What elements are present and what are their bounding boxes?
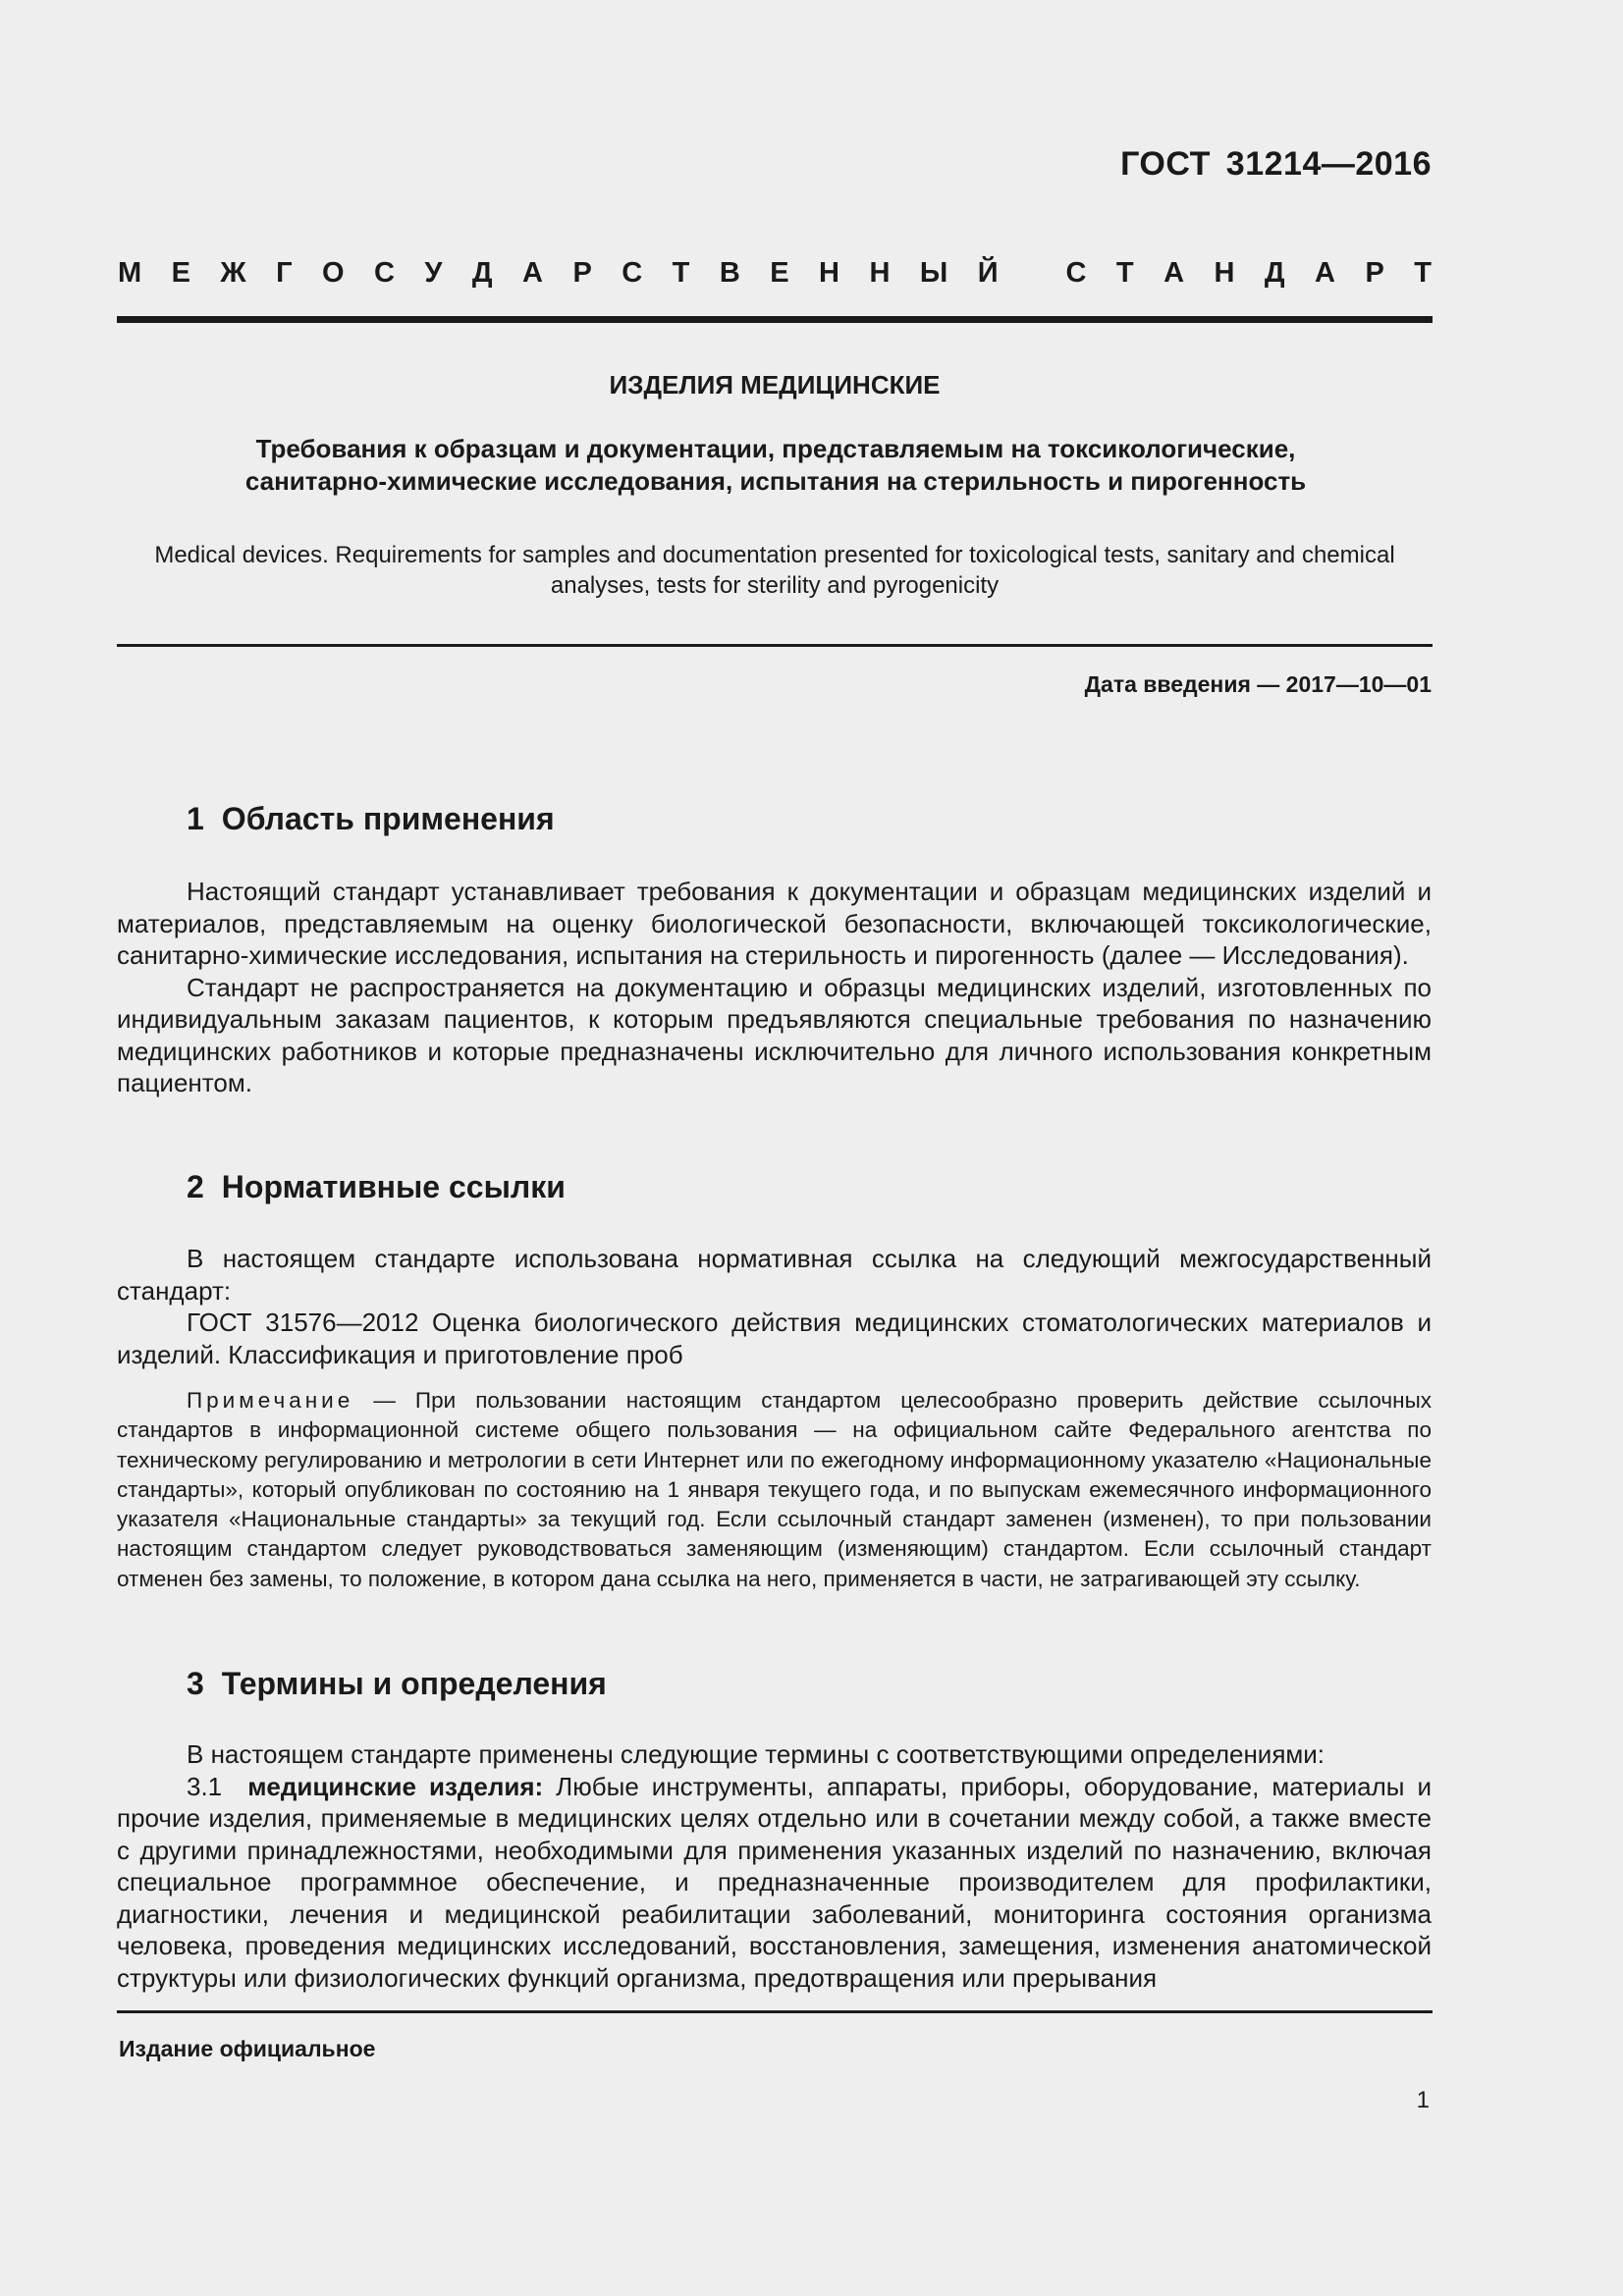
term-definition: [117, 1771, 1432, 1995]
note: [117, 1386, 1432, 1594]
standard-type-letter: Н: [819, 257, 839, 289]
section-number: 1: [187, 801, 204, 836]
title-divider: [117, 644, 1433, 647]
header-divider: [117, 316, 1433, 323]
section-title: Термины и определения: [221, 1666, 607, 1701]
standard-type-letter: В: [719, 257, 740, 289]
paragraph: Настоящий стандарт устанавливает требования к документации и образцам медицинских изделий и материалов, представляемым на оценку биологической безопасности, включающей токсикологические, санитарно-химические исследования, испытания на стерильность и пирогенность (далее — Исследования).: [117, 877, 1432, 970]
official-edition-label: Издание официальное: [119, 2036, 376, 2061]
standard-type-letter: Т: [1115, 257, 1134, 289]
standard-type-letter: Й: [977, 257, 999, 289]
section-1-body: [117, 876, 1432, 1099]
standard-type-letter: С: [622, 257, 643, 289]
standard-type-letter: Т: [672, 257, 690, 289]
page-number: 1: [1416, 2087, 1430, 2113]
standard-type-letter: Г: [276, 257, 293, 289]
standard-type-letter: А: [522, 257, 543, 289]
standard-type-letter: Д: [471, 257, 493, 289]
section-3-body: [117, 1738, 1432, 1994]
standard-type-letter: Ы: [919, 257, 948, 289]
standard-type-letter: Е: [770, 257, 789, 289]
standard-type-letter: С: [374, 257, 395, 289]
standard-type-letter: М: [118, 257, 142, 289]
standard-type-letter: У: [424, 257, 443, 289]
standard-type-letter: Е: [171, 257, 190, 289]
paragraph: В настоящем стандарте применены следующие термины с соответствующими определениями:: [187, 1739, 1325, 1769]
section-number: 3: [187, 1666, 204, 1701]
footer-divider: [117, 2010, 1433, 2013]
standard-type-letter: Р: [572, 257, 592, 289]
term-name: медицинские изделия:: [247, 1771, 544, 1801]
note-label: Примечание: [187, 1388, 354, 1413]
standard-type-letter: Д: [1264, 257, 1285, 289]
term-number: 3.1: [187, 1771, 223, 1801]
section-2-body: [117, 1243, 1432, 1370]
english-title-line-1: Medical devices. Requirements for samples and documentation presented for toxicological tests, sanitary and chemical: [154, 542, 1395, 568]
standard-type-heading: [118, 257, 1432, 290]
paragraph: Стандарт не распространяется на документацию и образцы медицинских изделий, изготовленных по индивидуальным заказам пациентов, к которым предъявляются специальные требования по назначению медицинских работников и которые предназначены исключительно для личного использования конкретным пациентом.: [117, 972, 1432, 1097]
standard-type-letter: [1028, 257, 1036, 290]
standard-type-letter: Ж: [220, 257, 246, 289]
standard-type-letter: С: [1065, 257, 1087, 289]
english-title-line-2: analyses, tests for sterility and pyrogenicity: [550, 572, 1000, 599]
section-2-heading: [187, 1169, 566, 1205]
section-title: Нормативные ссылки: [221, 1169, 566, 1204]
reference-item: ГОСТ 31576—2012 Оценка биологического действия медицинских стоматологических материалов и изделий. Классификация и приготовление проб: [117, 1308, 1432, 1369]
section-3-heading: [187, 1666, 607, 1702]
standard-type-letter: А: [1315, 257, 1335, 289]
standard-type-letter: Т: [1414, 257, 1432, 289]
standard-type-letter: Р: [1365, 257, 1384, 289]
section-1-heading: [187, 801, 555, 837]
standard-type-letter: А: [1163, 257, 1185, 289]
document-title: ИЗДЕЛИЯ МЕДИЦИНСКИЕ: [609, 370, 941, 400]
subtitle-line-1: Требования к образцам и документации, представляемым на токсикологические,: [255, 434, 1296, 463]
document-subtitle: [147, 433, 1404, 498]
subtitle-line-2: санитарно-химические исследования, испытания на стерильность и пирогенность: [244, 466, 1307, 496]
note-text: — При пользовании настоящим стандартом целесообразно проверить действие ссылочных стандартов в информационной системе общего пользования — на официальном сайте Федерального агентства по техническому регулированию и метрологии в сети Интернет или по ежегодному информационному указателю «Национальные стандарты», который опубликован по состоянию на 1 января текущего года, и по выпускам ежемесячного информационного указателя «Национальные стандарты» за текущий год. Если ссылочный стандарт заменен (изменен), то при пользовании настоящим стандартом следует руководствоваться заменяющим (изменяющим) стандартом. Если ссылочный стандарт отменен без замены, то положение, в котором дана ссылка на него, применяется в части, не затрагивающей эту ссылку.: [117, 1388, 1432, 1591]
standard-type-letter: Н: [1214, 257, 1235, 289]
section-number: 2: [187, 1169, 204, 1204]
introduction-date: Дата введения — 2017—10—01: [1084, 671, 1432, 697]
standard-type-letter: О: [322, 257, 345, 289]
english-title: [117, 540, 1433, 601]
section-title: Область применения: [221, 801, 555, 836]
paragraph: В настоящем стандарте использована нормативная ссылка на следующий межгосударственный стандарт:: [117, 1244, 1432, 1306]
term-text: Любые инструменты, аппараты, приборы, оборудование, материалы и прочие изделия, применяемые в медицинских целях отдельно или в сочетании между собой, а также вместе с другими принадлежностями, необходимыми для применения указанных изделий по назначению, включая специальное программное обеспечение, и предназначенные производителем для профилактики, диагностики, лечения и медицинской реабилитации заболеваний, мониторинга состояния организма человека, проведения медицинских исследований, восстановления, замещения, изменения анатомической структуры или физиологических функций организма, предотвращения или прерывания: [117, 1771, 1432, 1993]
document-number: ГОСТ 31214—2016: [1120, 145, 1432, 183]
standard-type-letter: Н: [869, 257, 891, 289]
